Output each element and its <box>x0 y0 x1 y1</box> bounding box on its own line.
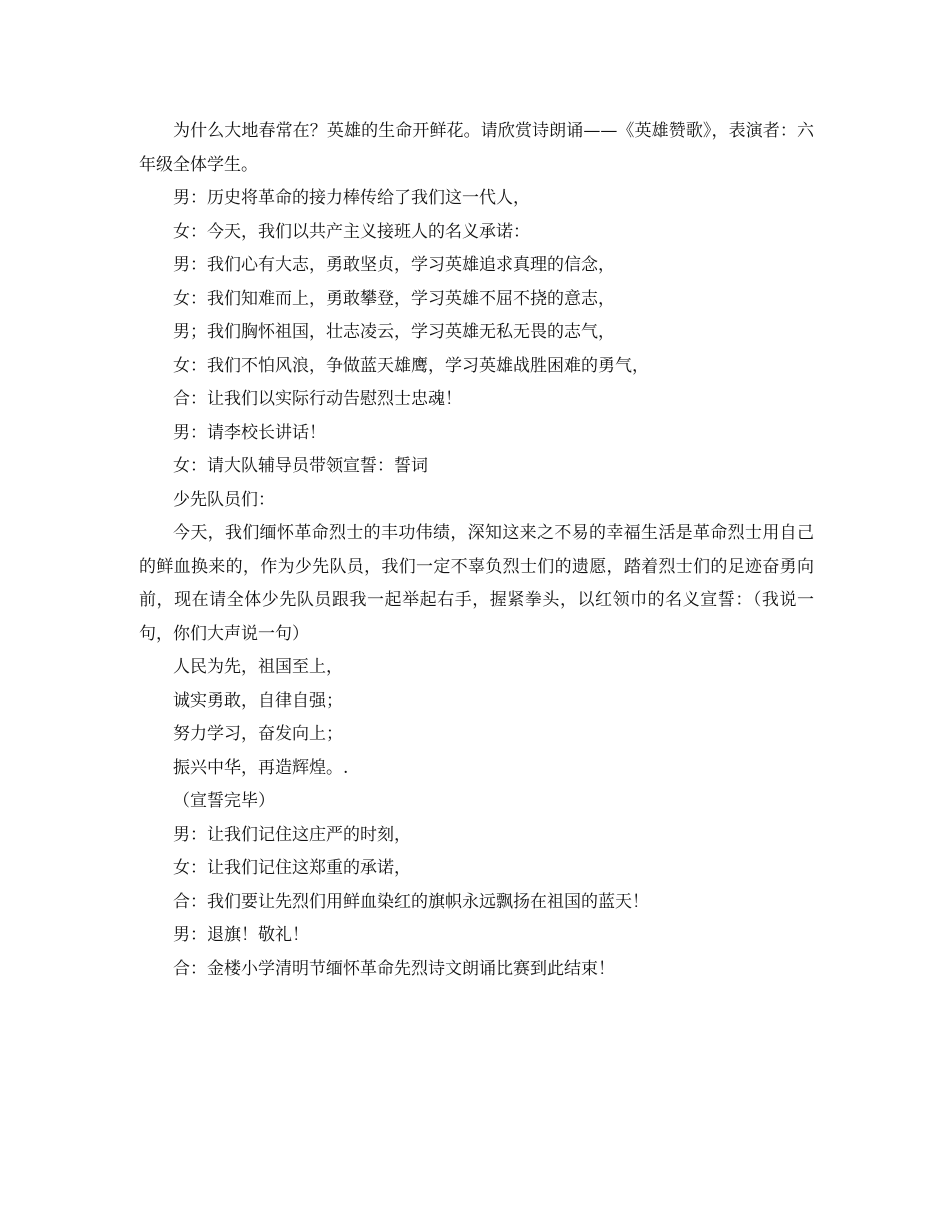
paragraph-male-line: 男：让我们记住这庄严的时刻， <box>173 824 411 845</box>
paragraph-chorus-line: 合：让我们以实际行动告慰烈士忠魂！ <box>173 389 462 409</box>
oath-line: 努力学习，奋发向上； <box>173 724 343 744</box>
paragraph-female-line: 女：我们知难而上，勇敢攀登，学习英雄不屈不挠的意志， <box>173 288 615 309</box>
paragraph-address: 少先队员们： <box>173 489 275 510</box>
paragraph-male-line: 男：历史将革命的接力棒传给了我们这一代人， <box>173 188 530 208</box>
oath-line: 诚实勇敢，自律自强； <box>173 690 343 711</box>
document-body <box>139 115 814 986</box>
paragraph-female-line: 女：让我们记住这郑重的承诺， <box>173 858 411 878</box>
paragraph-oath-intro: 今天，我们缅怀革命烈士的丰功伟绩，深知这来之不易的幸福生活是革命烈士用自己的鲜血换来的，作为少先队员，我们一定不辜负烈士们的遗愿，踏着烈士们的足迹奋勇向前，现在请全体少先队员跟我一起举起右手，握紧拳头，以红领巾的名义宣誓：（我说一句，你们大声说一句） <box>139 523 814 644</box>
oath-line: 人民为先，祖国至上， <box>173 657 343 677</box>
paragraph-male-line: 男；我们胸怀祖国，壮志凌云，学习英雄无私无畏的志气， <box>173 322 615 342</box>
paragraph-female-line: 女：今天，我们以共产主义接班人的名义承诺： <box>173 221 530 242</box>
paragraph-chorus-line: 合：我们要让先烈们用鲜血染红的旗帜永远飘扬在祖国的蓝天！ <box>173 891 649 912</box>
paragraph-male-line: 男：退旗！敬礼！ <box>173 925 309 945</box>
oath-line: 振兴中华，再造辉煌。. <box>173 757 349 778</box>
paragraph-chorus-line: 合：金楼小学清明节缅怀革命先烈诗文朗诵比赛到此结束！ <box>173 958 615 979</box>
paragraph-male-line: 男：请李校长讲话！ <box>173 422 326 443</box>
paragraph-oath-end: （宣誓完毕） <box>173 791 275 811</box>
paragraph-male-line: 男：我们心有大志，勇敢坚贞，学习英雄追求真理的信念， <box>173 255 615 275</box>
paragraph-female-line: 女：我们不怕风浪，争做蓝天雄鹰，学习英雄战胜困难的勇气， <box>173 355 649 376</box>
paragraph-intro: 为什么大地春常在？英雄的生命开鲜花。请欣赏诗朗诵——《英雄赞歌》，表演者：六年级全体学生。 <box>139 121 814 175</box>
paragraph-female-line: 女：请大队辅导员带领宣誓：誓词 <box>173 456 428 476</box>
